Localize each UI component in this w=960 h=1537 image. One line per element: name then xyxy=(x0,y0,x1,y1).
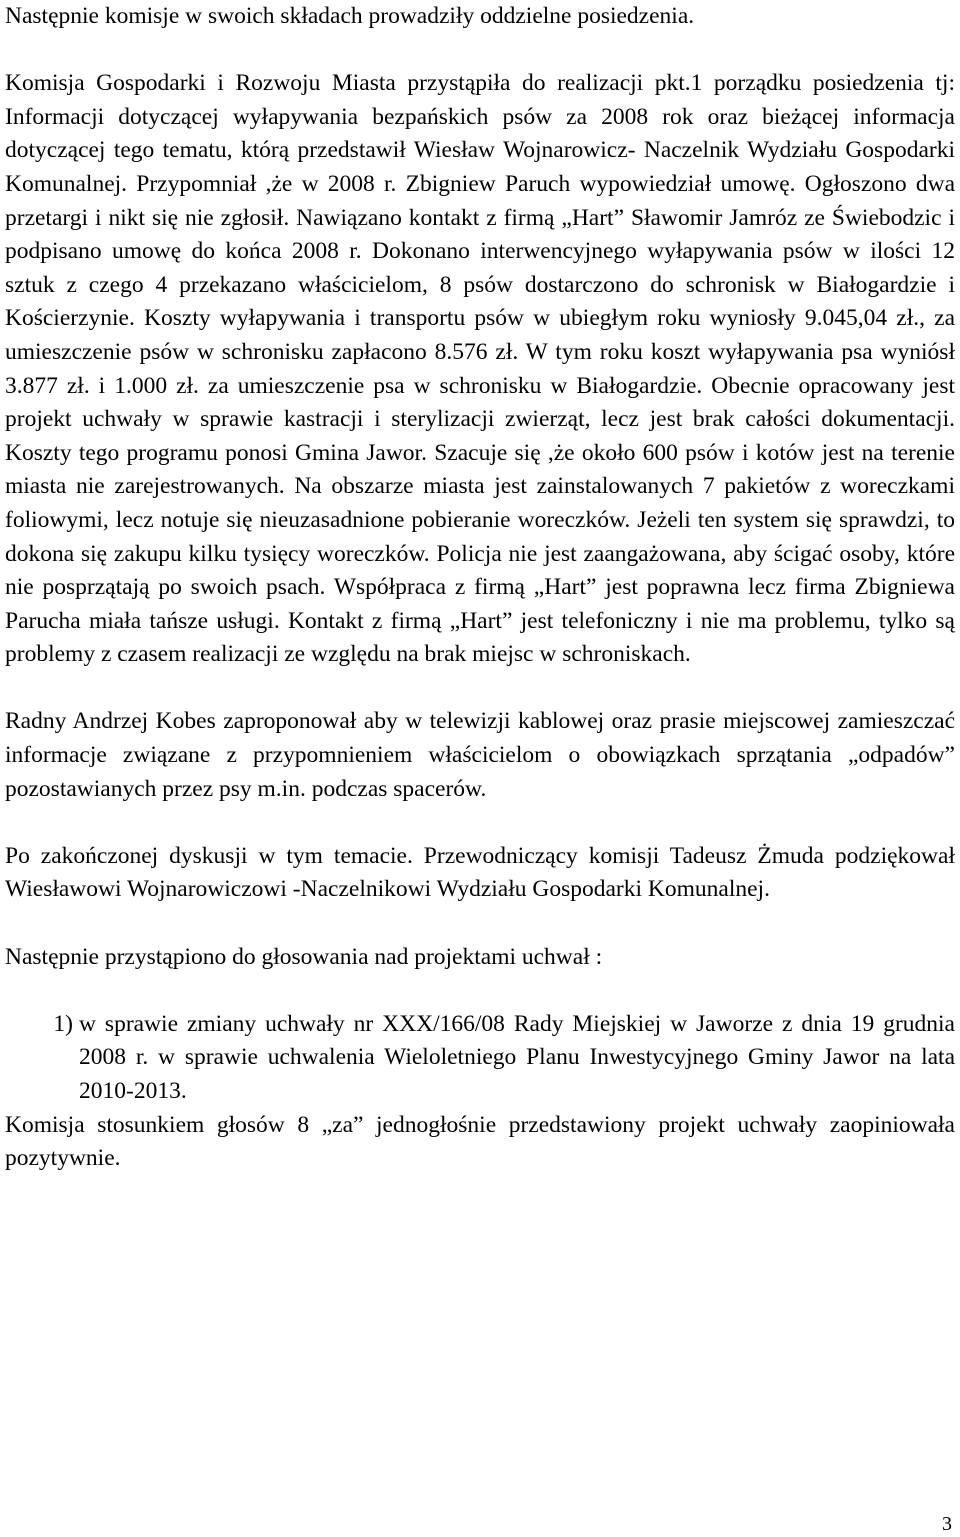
document-page xyxy=(5,0,955,1176)
paragraph-discussion-closing: Po zakończonej dyskusji w tym temacie. Przewodniczący komisji Tadeusz Żmuda podziękował Wiesławowi Wojnarowiczowi -Naczelnikowi Wydziału Gospodarki Komunalnej. xyxy=(5,842,955,903)
page-number: 3 xyxy=(942,1513,952,1535)
paragraph-intro: Następnie komisje w swoich składach prowadziły oddzielne posiedzenia. xyxy=(5,3,695,29)
resolution-list-item xyxy=(5,1008,955,1109)
paragraph-gap xyxy=(5,974,955,1008)
paragraph-vote-result: Komisja stosunkiem głosów 8 „za” jednogłośnie przedstawiony projekt uchwały zaopiniowała pozytywnie. xyxy=(5,1111,955,1172)
paragraph-gap xyxy=(5,672,955,706)
paragraph-commission-report: Komisja Gospodarki i Rozwoju Miasta przystąpiła do realizacji pkt.1 porządku posiedzenia tj: Informacji dotyczącej wyłapywania bezpańskich psów za 2008 rok oraz bieżącej informacja dotyczącej tego tematu, którą przedstawił Wiesław Wojnarowicz- Naczelnik Wydziału Gospodarki Komunalnej. Przypomniał ,że w 2008 r. Zbigniew Paruch wypowiedział umowę. Ogłoszono dwa przetargi i nikt się nie zgłosił. Nawiązano kontakt z firmą „Hart” Sławomir Jamróz ze Świebodzic i podpisano umowę do końca 2008 r. Dokonano interwencyjnego wyłapywania psów w ilości 12 sztuk z czego 4 przekazano właścicielom, 8 psów dostarczono do schronisk w Białogardzie i Kościerzynie. Koszty wyłapywania i transportu psów w ubiegłym roku wyniosły 9.045,04 zł., za umieszczenie psów w schronisku zapłacono 8.576 zł. W tym roku koszt wyłapywania psa wyniósł 3.877 zł. i 1.000 zł. za umieszczenie psa w schronisku w Białogardzie. Obecnie opracowany jest projekt uchwały w sprawie kastracji i sterylizacji zwierząt, lecz jest brak całości dokumentacji. Koszty tego programu ponosi Gmina Jawor. Szacuje się ,że około 600 psów i kotów jest na terenie miasta nie zarejestrowanych. Na obszarze miasta jest zainstalowanych 7 pakietów z woreczkami foliowymi, lecz notuje się nieuzasadnione pobieranie woreczków. Jeżeli ten system się sprawdzi, to dokona się zakupu kilku tysięcy woreczków. Policja nie jest zaangażowana, aby ścigać osoby, które nie posprzątają po swoich psach. Współpraca z firmą „Hart” jest poprawna lecz firma Zbigniewa Parucha miała tańsze usługi. Kontakt z firmą „Hart” jest telefoniczny i nie ma problemu, tylko są problemy z czasem realizacji ze względu na brak miejsc w schroniskach. xyxy=(5,70,955,668)
paragraph-councillor-proposal: Radny Andrzej Kobes zaproponował aby w telewizji kablowej oraz prasie miejscowej zamieszczać informacje związane z przypomnieniem właścicielom o obowiązkach sprzątania „odpadów” pozostawianych przez psy m.in. podczas spacerów. xyxy=(5,708,955,802)
paragraph-gap xyxy=(5,34,955,68)
list-item-text: w sprawie zmiany uchwały nr XXX/166/08 Rady Miejskiej w Jaworze z dnia 19 grudnia 2008 r. w sprawie uchwalenia Wieloletniego Planu Inwestycyjnego Gminy Jawor na lata 2010-2013. xyxy=(79,1010,955,1104)
paragraph-voting-intro: Następnie przystąpiono do głosowania nad projektami uchwał : xyxy=(5,943,603,970)
list-item-number: 1) xyxy=(53,1010,73,1037)
paragraph-gap xyxy=(5,907,955,941)
paragraph-gap xyxy=(5,806,955,840)
